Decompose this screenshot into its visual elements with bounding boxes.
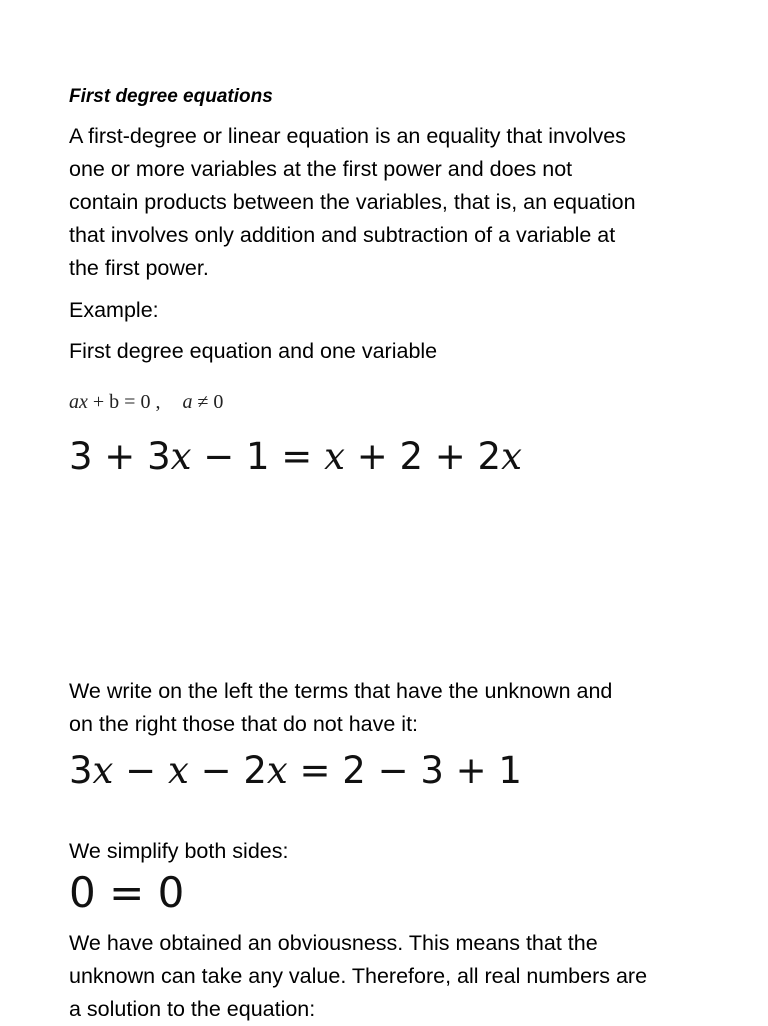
math-text: − (113, 749, 168, 792)
math-text: = 2 − 3 + 1 (287, 749, 522, 792)
section-heading: First degree equations (69, 86, 273, 107)
intro-line: that involves only addition and subtraction of a variable at (69, 223, 616, 247)
math-var: x (79, 391, 88, 413)
math-text: 3 (69, 749, 93, 792)
math-var: x (501, 435, 522, 478)
math-text: 3 + 3 (69, 435, 171, 478)
conclusion-line: unknown can take any value. Therefore, all real numbers are (69, 964, 648, 988)
rearranged-equation (69, 749, 522, 793)
general-form-equation (69, 389, 223, 415)
math-text: − 1 = (191, 435, 325, 478)
intro-line: A first-degree or linear equation is an equality that involves (69, 124, 626, 148)
conclusion-paragraph (69, 927, 709, 1026)
math-var: x (92, 749, 114, 792)
math-text: + 2 + 2 (344, 435, 502, 478)
math-text: − 2 (188, 749, 267, 792)
math-var: x (324, 435, 345, 478)
math-var: a (182, 391, 193, 413)
conclusion-line: We have obtained an obviousness. This means that the (69, 931, 598, 955)
math-text: + b = 0 , (87, 391, 161, 413)
math-text: ≠ 0 (192, 391, 224, 413)
step1-paragraph (69, 675, 709, 741)
example-label: Example: (69, 298, 159, 322)
math-var: x (167, 749, 189, 792)
step2-text: We simplify both sides: (69, 839, 289, 863)
math-var: a (69, 391, 79, 413)
example-equation (69, 435, 522, 479)
math-var: x (266, 749, 288, 792)
example-caption: First degree equation and one variable (69, 339, 438, 363)
step1-line: on the right those that do not have it: (69, 712, 419, 736)
math-var: x (170, 435, 192, 478)
conclusion-line: a solution to the equation: (69, 997, 316, 1021)
intro-line: the first power. (69, 256, 209, 280)
simplified-equation: 0 = 0 (69, 868, 185, 917)
intro-line: contain products between the variables, that is, an equation (69, 190, 636, 214)
intro-line: one or more variables at the first power and does not (69, 157, 573, 181)
intro-paragraph (69, 120, 709, 285)
step1-line: We write on the left the terms that have the unknown and (69, 679, 613, 703)
